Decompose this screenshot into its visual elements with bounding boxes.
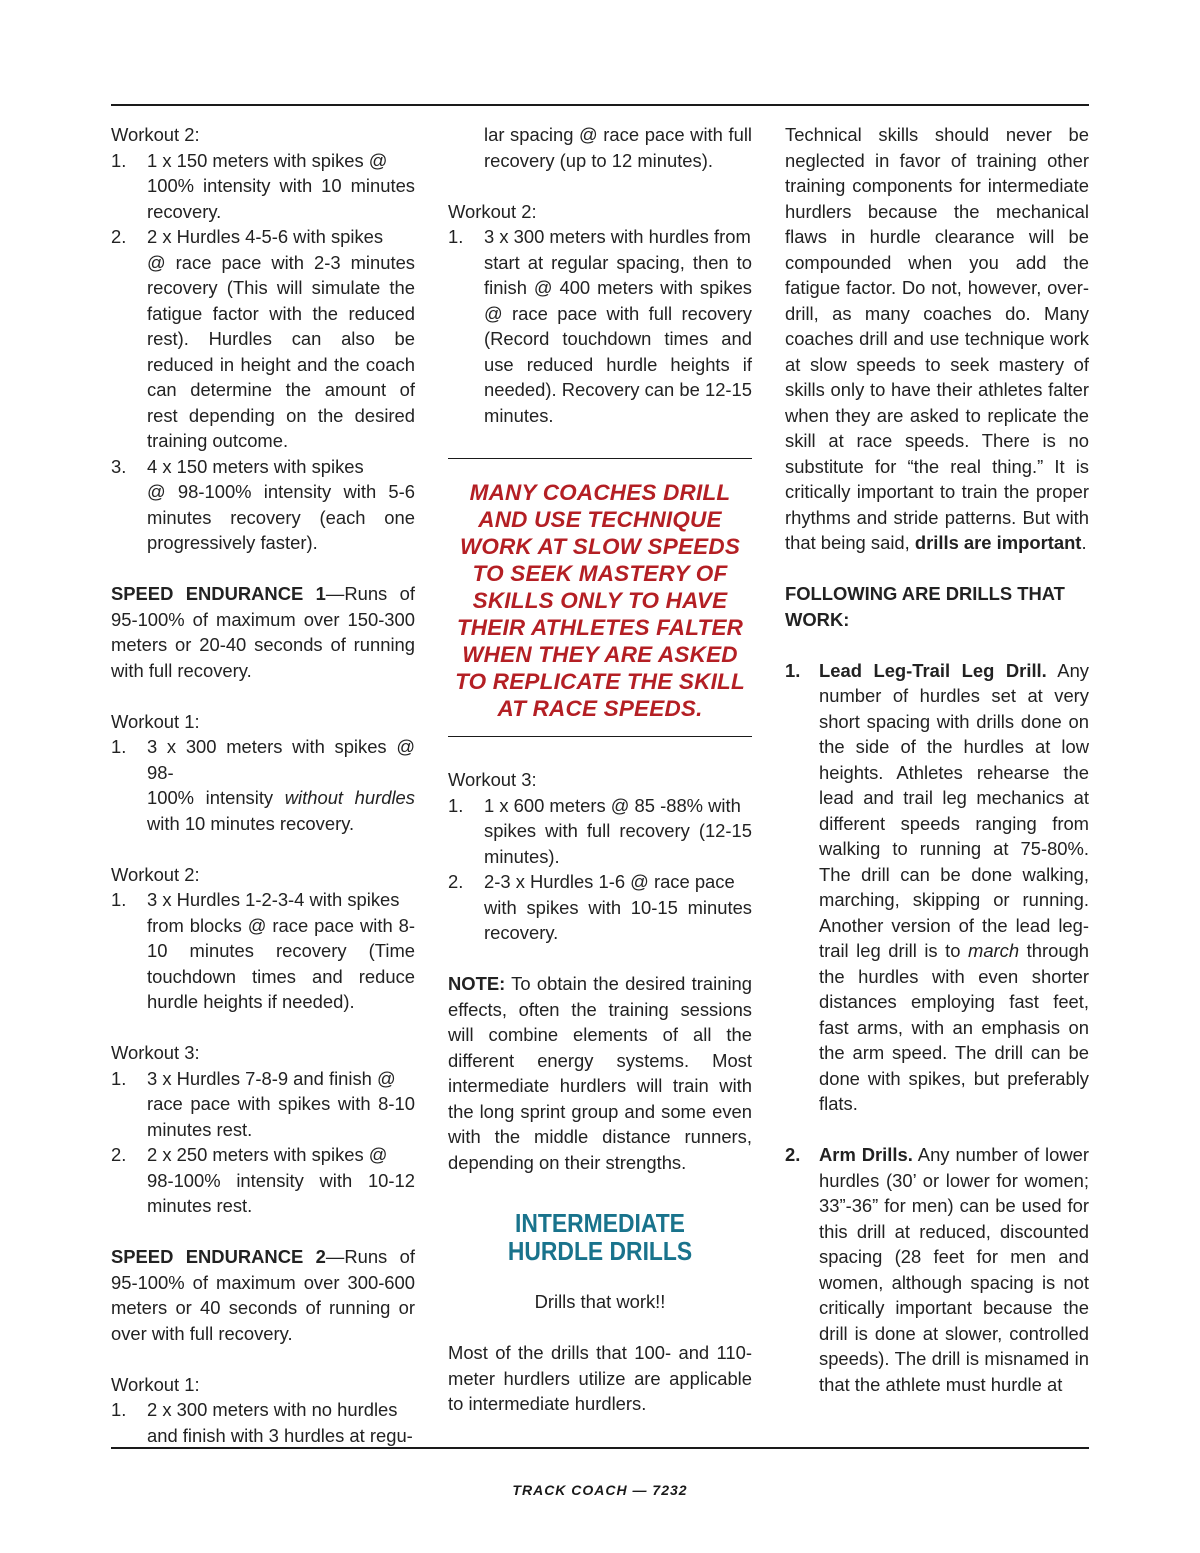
column-2 <box>448 122 752 1417</box>
list-item: 1. 2 x 300 meters with no hurdles <box>111 1399 398 1420</box>
list-item: 2. 2-3 x Hurdles 1-6 @ race pace <box>448 871 735 892</box>
list-item: 1. 3 x Hurdles 1-2-3-4 with spikes <box>111 889 400 910</box>
list-item: 2. 2 x 250 meters with spikes @ <box>111 1144 388 1165</box>
workout-heading: Workout 3: <box>111 1042 200 1063</box>
list-item: 1. 3 x Hurdles 7-8-9 and finish @ <box>111 1067 396 1089</box>
workout-heading: Workout 1: <box>111 1373 200 1395</box>
workout-heading: Workout 2: <box>111 124 200 145</box>
section-title: INTERMEDIATE HURDLE DRILLS <box>507 1208 693 1266</box>
top-rule <box>111 104 1089 106</box>
list-item: 3. 4 x 150 meters with spikes <box>111 455 364 477</box>
drill-item: 1. Lead Leg-Trail Leg Drill. Any number of hurdles set at very short spacing with drills done on the side of the hurdles at low heights. Athletes rehearse the lead and trail leg mechanics at different speeds ranging from walking to running at 75-80%. The drill can be done walking, marching, skipping or running. Another version of the lead leg-trail leg drill is to march through the hurdles with even shorter distances employing fast feet, fast arms, with an emphasis on the arm speed. The drill can be done with spikes, but preferably flats. <box>785 659 1090 1114</box>
list-item: 2. 2 x Hurdles 4-5-6 with spikes <box>111 226 384 247</box>
drills-heading: FOLLOWING ARE DRILLS THAT WORK: <box>785 583 1065 630</box>
list-item: 1. 3 x 300 meters with spikes @ 98- <box>111 736 415 783</box>
workout-heading: Workout 1: <box>111 710 200 732</box>
workout-heading: Workout 3: <box>448 769 537 790</box>
column-1 <box>111 122 415 1448</box>
list-item: 1. 1 x 150 meters with spikes @ <box>111 149 388 171</box>
list-item-continuation: race pace with spikes with 8-10 minutes rest. <box>147 1093 415 1140</box>
list-item: 1. 1 x 600 meters @ 85 -88% with <box>448 794 741 816</box>
drill-item: 2. Arm Drills. Any number of lower hurdles (30’ or lower for women; 33”-36” for men) can be used for this drill at reduced, discounted spacing (28 feet for men and women, although spacing is not critically important because the drill is done at slower, controlled speeds). The drill is misnamed in that the athlete must hurdle at <box>785 1144 1089 1395</box>
bottom-rule <box>111 1447 1089 1449</box>
list-item-continuation: start at regular spacing, then to finish @ 400 meters with spikes @ race pace with full recovery (Record touchdown times and use reduced hurdle heights if needed). Recovery can be 12-15 minutes. <box>484 251 752 426</box>
list-item-continuation: from blocks @ race pace with 8-10 minutes recovery (Time touchdown times and reduce hurdle heights if needed). <box>147 914 415 1012</box>
technical-skills-paragraph: Technical skills should never be neglected in favor of training other training components for intermediate hurdlers because the mechanical flaws in hurdle clearance will be compounded when you add the fatigue factor. Do not, however, over-drill, as many coaches do. Many coaches drill and use technique work at slow speeds to seek mastery of skills only to have their athletes falter when they are asked to replicate the skill at race speeds. There is no substitute for “the real thing.” It is critically important to train the proper rhythms and stride patterns. But with that being said, drills are important. <box>785 124 1089 553</box>
speed-endurance-1-paragraph: SPEED ENDURANCE 1—Runs of 95-100% of maximum over 150-300 meters or 20-40 seconds of running with full recovery. <box>111 583 415 681</box>
list-item-continuation: 100% intensity without hurdles with 10 minutes recovery. <box>147 787 415 834</box>
list-item-continuation: and finish with 3 hurdles at regu- <box>147 1424 413 1446</box>
intro-paragraph: Most of the drills that 100- and 110-meter hurdlers utilize are applicable to intermediate hurdlers. <box>448 1342 752 1414</box>
list-item-continuation: lar spacing @ race pace with full recovery (up to 12 minutes). <box>484 124 752 171</box>
workout-heading: Workout 2: <box>111 863 200 885</box>
speed-endurance-2-paragraph: SPEED ENDURANCE 2—Runs of 95-100% of maximum over 300-600 meters or 40 seconds of running or over with full recovery. <box>111 1246 415 1344</box>
list-item-continuation: 98-100% intensity with 10-12 minutes rest. <box>147 1169 415 1216</box>
column-3 <box>785 122 1089 1397</box>
list-item: 1. 3 x 300 meters with hurdles from <box>448 226 751 247</box>
pull-quote: MANY COACHES DRILL AND USE TECHNIQUE WORK AT SLOW SPEEDS TO SEEK MASTERY OF SKILLS ONLY TO HAVE THEIR ATHLETES FALTER WHEN THEY ARE ASKED TO REPLICATE THE SKILL AT RACE SPEEDS. <box>455 480 745 721</box>
workout-heading: Workout 2: <box>448 200 537 222</box>
list-item-continuation: with spikes with 10-15 minutes recovery. <box>484 896 752 943</box>
list-item-continuation: spikes with full recovery (12-15 minutes). <box>484 820 752 867</box>
list-item-continuation: @ 98-100% intensity with 5-6 minutes recovery (each one progressively faster). <box>147 481 415 553</box>
note-paragraph: NOTE: To obtain the desired training effects, often the training sessions will combine elements of all the different energy systems. Most intermediate hurdlers will train with the long sprint group and some even with the middle distance runners, depending on their strengths. <box>448 973 752 1173</box>
list-item-continuation: @ race pace with 2-3 minutes recovery (This will simulate the fatigue factor with the reduced rest). Hurdles can also be reduced in height and the coach can determine the amount of rest depending on the desired training outcome. <box>147 251 415 451</box>
page-footer: TRACK COACH — 7232 <box>512 1482 688 1498</box>
list-item-continuation: 100% intensity with 10 minutes recovery. <box>147 175 415 222</box>
section-subtitle: Drills that work!! <box>534 1291 666 1312</box>
